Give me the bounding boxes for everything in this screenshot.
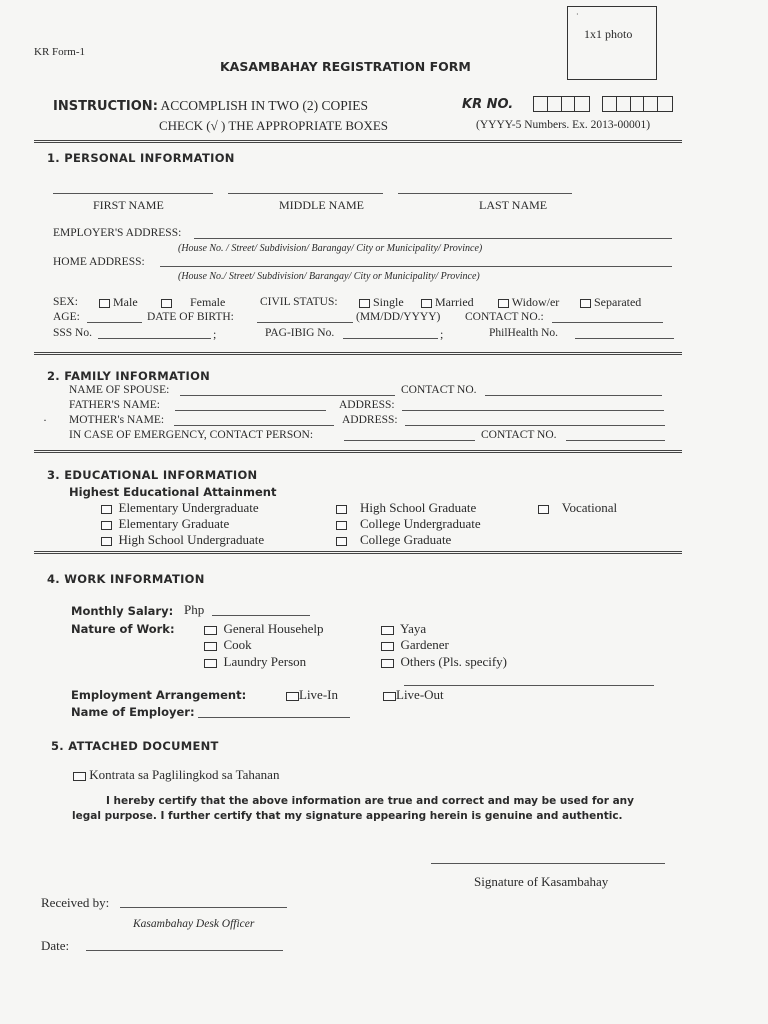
philhealth-label: PhilHealth No. [489, 327, 558, 339]
married-label: Married [435, 295, 474, 309]
photo-box[interactable] [567, 6, 657, 80]
option-label: Others (Pls. specify) [400, 654, 508, 669]
form-id: KR Form-1 [34, 46, 86, 58]
father-field[interactable] [175, 410, 326, 411]
checkbox[interactable] [204, 642, 217, 651]
sss-suffix: ; [213, 327, 217, 341]
spouse-contact-field[interactable] [485, 395, 662, 396]
widow-checkbox[interactable] [498, 299, 509, 308]
kr-no-hint: (YYYY-5 Numbers. Ex. 2013-00001) [476, 119, 651, 131]
date-label: Date: [41, 938, 70, 953]
divider [34, 450, 682, 453]
live-out-checkbox[interactable] [383, 692, 396, 701]
emergency-label: IN CASE OF EMERGENCY, CONTACT PERSON: [69, 429, 314, 441]
divider [34, 352, 682, 355]
middle-name-field[interactable] [228, 193, 383, 194]
checkbox[interactable] [381, 642, 394, 651]
checkbox[interactable] [336, 505, 347, 514]
employer-address-label: EMPLOYER'S ADDRESS: [53, 227, 182, 239]
sss-field[interactable] [98, 338, 211, 339]
separated-label: Separated [594, 295, 642, 309]
first-name-label: FIRST NAME [93, 198, 164, 212]
option-label: College Graduate [360, 532, 452, 547]
option-label: High School Graduate [360, 500, 477, 515]
checkbox[interactable] [381, 626, 394, 635]
live-out-option[interactable] [383, 687, 444, 703]
education-subheading: Highest Educational Attainment [69, 485, 277, 499]
edu-elem-undergrad[interactable] [101, 500, 259, 516]
father-label: FATHER'S NAME: [69, 399, 160, 411]
last-name-field[interactable] [398, 193, 572, 194]
desk-officer-label: Kasambahay Desk Officer [133, 918, 255, 930]
salary-label: Monthly Salary: [71, 604, 174, 618]
section-personal-heading: 1. PERSONAL INFORMATION [47, 151, 235, 165]
received-by-field[interactable] [120, 907, 287, 908]
last-name-label: LAST NAME [479, 198, 548, 212]
work-laundry[interactable] [204, 654, 306, 670]
widow-option[interactable] [498, 295, 559, 310]
separated-option[interactable] [580, 295, 641, 310]
father-address-label: ADDRESS: [339, 399, 395, 411]
work-others[interactable] [381, 654, 507, 670]
employer-name-field[interactable] [198, 717, 350, 718]
others-specify-field[interactable] [404, 685, 654, 686]
checkbox[interactable] [101, 537, 112, 546]
emergency-contact-field[interactable] [566, 440, 665, 441]
certify-line2: legal purpose. I further certify that my signature appearing herein is genuine and authentic. [72, 810, 623, 822]
spouse-field[interactable] [180, 395, 395, 396]
divider [34, 551, 682, 554]
option-label: College Undergraduate [360, 516, 481, 531]
employer-address-field[interactable] [194, 238, 672, 239]
option-label: General Househelp [223, 621, 324, 636]
female-checkbox[interactable] [161, 299, 172, 308]
first-name-field[interactable] [53, 193, 213, 194]
civil-status-label: CIVIL STATUS: [260, 296, 338, 308]
photo-label: 1x1 photo [584, 27, 633, 41]
attached-doc-option[interactable] [73, 767, 279, 783]
checkbox[interactable] [381, 659, 394, 668]
checkbox[interactable] [204, 659, 217, 668]
kr-no-label: KR NO. [462, 97, 514, 112]
attached-doc-checkbox[interactable] [73, 772, 86, 781]
mother-field[interactable] [174, 425, 334, 426]
dob-field[interactable] [257, 322, 353, 323]
received-by-label: Received by: [41, 895, 110, 910]
single-checkbox[interactable] [359, 299, 370, 308]
male-checkbox[interactable] [99, 299, 110, 308]
live-in-checkbox[interactable] [286, 692, 299, 701]
dob-format: (MM/DD/YYYY) [356, 311, 441, 323]
checkbox[interactable] [538, 505, 549, 514]
widow-label: Widow/er [511, 295, 560, 309]
checkbox[interactable] [101, 505, 112, 514]
emergency-field[interactable] [344, 440, 475, 441]
kr-number-boxes[interactable] [602, 96, 673, 112]
edu-college-grad[interactable] [336, 532, 451, 548]
divider [34, 140, 682, 143]
kr-year-boxes[interactable] [533, 96, 590, 112]
nature-label: Nature of Work: [71, 622, 175, 636]
checkbox[interactable] [101, 521, 112, 530]
edu-hs-undergrad[interactable] [101, 532, 264, 548]
section-attached-heading: 5. ATTACHED DOCUMENT [51, 739, 219, 753]
sex-label: SEX: [53, 296, 78, 308]
live-in-label: Live-In [299, 687, 338, 702]
mother-address-field[interactable] [405, 425, 665, 426]
emergency-contact-label: CONTACT NO. [481, 429, 557, 441]
section-work-heading: 4. WORK INFORMATION [47, 572, 205, 586]
section-family-heading: 2. FAMILY INFORMATION [47, 369, 211, 383]
checkbox[interactable] [204, 626, 217, 635]
middle-name-label: MIDDLE NAME [279, 198, 364, 212]
separated-checkbox[interactable] [580, 299, 591, 308]
home-address-label: HOME ADDRESS: [53, 256, 145, 268]
married-option[interactable] [421, 295, 474, 310]
employer-name-label: Name of Employer: [71, 705, 195, 719]
edu-vocational[interactable] [538, 500, 617, 516]
signature-field[interactable] [431, 863, 665, 864]
female-option[interactable] [161, 295, 225, 310]
option-label: Gardener [400, 637, 449, 652]
home-address-field[interactable] [160, 266, 672, 267]
pagibig-label: PAG-IBIG No. [265, 327, 335, 339]
salary-currency: Php [184, 602, 205, 617]
checkbox[interactable] [336, 537, 347, 546]
spouse-contact-label: CONTACT NO. [401, 384, 477, 396]
male-label: Male [113, 295, 138, 309]
instruction [53, 98, 368, 114]
option-label: Cook [223, 637, 252, 652]
edu-hs-grad[interactable] [336, 500, 476, 516]
form-title: KASAMBAHAY REGISTRATION FORM [220, 59, 471, 74]
work-general-househelp[interactable] [204, 621, 324, 637]
instruction-text: ACCOMPLISH IN TWO (2) COPIES [160, 98, 369, 113]
option-label: Elementary Undergraduate [118, 500, 259, 515]
option-label: Vocational [561, 500, 618, 515]
philhealth-field[interactable] [575, 338, 674, 339]
edu-elem-grad[interactable] [101, 516, 229, 532]
spouse-label: NAME OF SPOUSE: [69, 384, 170, 396]
section-education-heading: 3. EDUCATIONAL INFORMATION [47, 468, 258, 482]
pagibig-field[interactable] [343, 338, 438, 339]
mother-label: MOTHER's NAME: [69, 414, 165, 426]
home-address-hint: (House No./ Street/ Subdivision/ Barangay/ City or Municipality/ Province) [178, 271, 480, 282]
edu-college-undergrad[interactable] [336, 516, 481, 532]
live-out-label: Live-Out [396, 687, 444, 702]
age-label: AGE: [53, 311, 80, 323]
work-gardener[interactable] [381, 637, 449, 653]
photo-mark: · [576, 10, 579, 19]
option-label: High School Undergraduate [118, 532, 265, 547]
father-address-field[interactable] [402, 410, 664, 411]
salary-field[interactable] [212, 615, 310, 616]
instruction-label: INSTRUCTION: [53, 99, 158, 114]
instruction-line2: CHECK (√ ) THE APPROPRIATE BOXES [159, 118, 389, 133]
arrangement-label: Employment Arrangement: [71, 688, 247, 702]
female-label: Female [190, 295, 226, 309]
contact-label: CONTACT NO.: [465, 311, 544, 323]
option-label: Elementary Graduate [118, 516, 230, 531]
age-field[interactable] [87, 322, 142, 323]
attached-doc-label: Kontrata sa Paglilingkod sa Tahanan [89, 767, 280, 782]
work-cook[interactable] [204, 637, 252, 653]
certify-line1: I hereby certify that the above information are true and correct and may be used for any [106, 795, 634, 807]
mother-address-label: ADDRESS: [342, 414, 398, 426]
signature-label: Signature of Kasambahay [474, 874, 609, 889]
option-label: Yaya [400, 621, 427, 636]
married-checkbox[interactable] [421, 299, 432, 308]
date-field[interactable] [86, 950, 283, 951]
work-yaya[interactable] [381, 621, 426, 637]
option-label: Laundry Person [223, 654, 307, 669]
checkbox[interactable] [336, 521, 347, 530]
employer-address-hint: (House No. / Street/ Subdivision/ Barangay/ City or Municipality/ Province) [178, 243, 483, 254]
single-label: Single [373, 295, 404, 309]
live-in-option[interactable] [286, 687, 338, 703]
single-option[interactable] [359, 295, 404, 310]
pagibig-suffix: ; [440, 327, 444, 341]
male-option[interactable] [99, 295, 138, 310]
stray-mark: · [43, 413, 47, 427]
contact-field[interactable] [552, 322, 663, 323]
dob-label: DATE OF BIRTH: [147, 311, 234, 323]
sss-label: SSS No. [53, 327, 92, 339]
